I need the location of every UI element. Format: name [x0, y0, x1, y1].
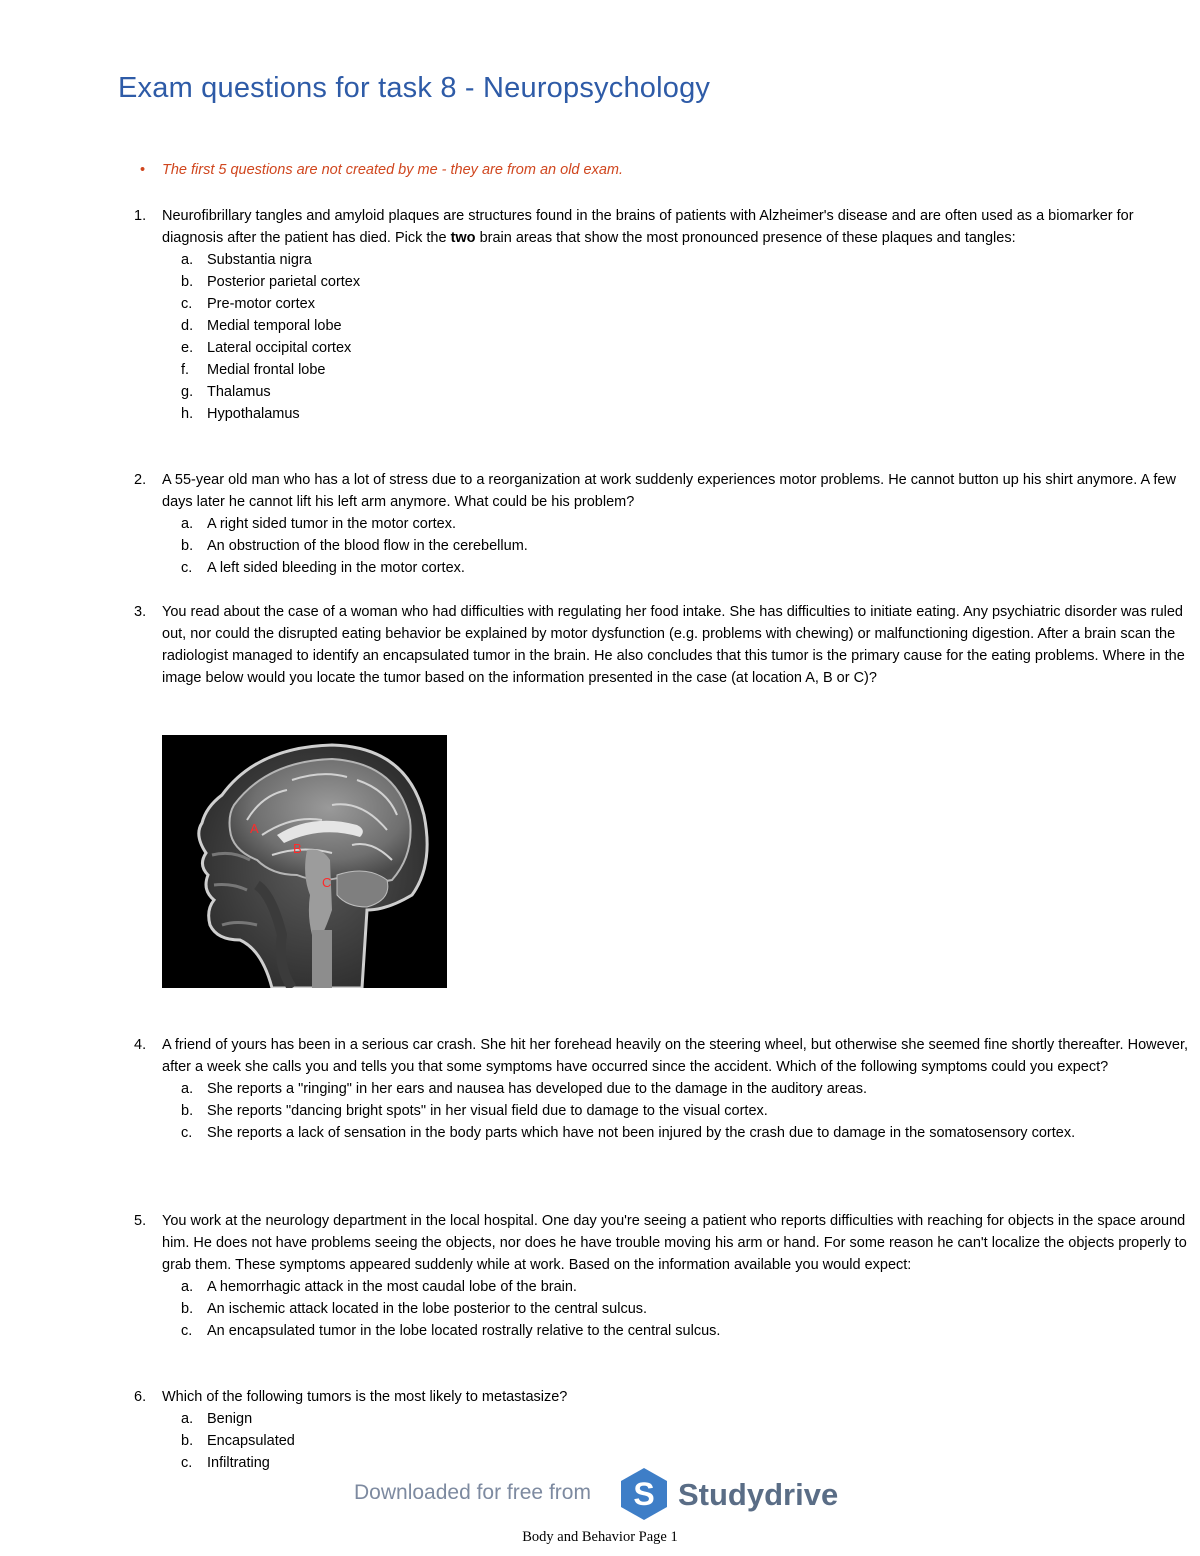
- option-list: [0, 513, 1200, 579]
- option-text: An ischemic attack located in the lobe posterior to the central sulcus.: [207, 1301, 648, 1317]
- download-text: Downloaded for free from: [354, 1481, 591, 1504]
- studydrive-brand-name: Studydrive: [678, 1477, 839, 1512]
- option-text: Encapsulated: [207, 1433, 295, 1449]
- note-text: The first 5 questions are not created by me - they are from an old exam.: [162, 162, 623, 178]
- stem-text: Neurofibrillary tangles and amyloid plaques are structures found in the brains of patients with Alzheimer's disease and are often used as a biomarker for diagnosis after the patient has died. Pick the: [162, 208, 1134, 246]
- option-text: An obstruction of the blood flow in the cerebellum.: [207, 538, 528, 554]
- option-item: [0, 359, 1167, 381]
- option-letter: e.: [181, 340, 194, 356]
- option-item: [0, 403, 1167, 425]
- option-item: [0, 293, 1167, 315]
- option-list: [0, 249, 1200, 425]
- option-item: [0, 1430, 1167, 1452]
- option-text: She reports a lack of sensation in the body parts which have not been injured by the crash due to damage in the somatosensory cortex.: [207, 1125, 1076, 1141]
- page-footer-label: Body and Behavior Page 1: [522, 1529, 678, 1545]
- question-1: [0, 205, 1200, 425]
- question-number: 5.: [134, 1213, 147, 1229]
- option-item: [0, 1408, 1167, 1430]
- option-text: Posterior parietal cortex: [207, 274, 361, 290]
- option-list: [0, 1078, 1200, 1144]
- option-text: An encapsulated tumor in the lobe located rostrally relative to the central sulcus.: [207, 1323, 721, 1339]
- option-item: [0, 271, 1167, 293]
- option-letter: f.: [181, 362, 190, 378]
- option-text: Infiltrating: [207, 1455, 270, 1471]
- option-text: A hemorrhagic attack in the most caudal lobe of the brain.: [207, 1279, 577, 1295]
- question-number: 4.: [134, 1037, 147, 1053]
- question-number: 1.: [134, 208, 147, 224]
- image-label-c: C: [322, 875, 332, 890]
- question-6: [0, 1386, 1200, 1474]
- option-item: [0, 337, 1167, 359]
- option-letter: b.: [181, 538, 194, 554]
- question-stem: You work at the neurology department in the local hospital. One day you're seeing a patient who reports difficulties with reaching for objects in the space around him. He does not have problems seeing the objects, nor does he have trouble moving his arm or hand. For some reason he can't localize the objects properly to grab them. These symptoms appeared suddenly while at work. Based on the information available you would expect:: [162, 1213, 1187, 1273]
- option-letter: g.: [181, 384, 194, 400]
- option-letter: h.: [181, 406, 194, 422]
- option-text: Substantia nigra: [207, 252, 312, 268]
- option-text: Medial frontal lobe: [207, 362, 326, 378]
- option-letter: b.: [181, 1301, 194, 1317]
- option-letter: a.: [181, 1279, 194, 1295]
- option-item: [0, 1122, 1167, 1144]
- image-label-a: A: [250, 821, 259, 836]
- studydrive-watermark[interactable]: [350, 1463, 870, 1525]
- stem-emphasis: two: [450, 230, 476, 246]
- question-stem: You read about the case of a woman who had difficulties with regulating her food intake. She has difficulties to initiate eating. Any psychiatric disorder was ruled out, nor could the disrupted eating behavior be explained by motor dysfunction (e.g. problems with chewing) or malfunctioning digestion. After a brain scan the radiologist managed to identify an encapsulated tumor in the brain. He also concludes that this tumor is the primary cause for the eating problems. Where in the image below would you locate the tumor based on the information presented in the case (at location A, B or C)?: [162, 604, 1185, 686]
- option-item: [0, 557, 1167, 579]
- option-letter: a.: [181, 1081, 194, 1097]
- option-letter: d.: [181, 318, 194, 334]
- question-5: [0, 1210, 1200, 1342]
- option-text: A left sided bleeding in the motor cortex.: [207, 560, 465, 576]
- image-label-b: B: [293, 841, 302, 856]
- stem-text: brain areas that show the most pronounced presence of these plaques and tangles:: [475, 230, 1016, 246]
- mri-brain-drawing: [162, 735, 447, 988]
- option-list: [0, 1276, 1200, 1342]
- option-text: Pre-motor cortex: [207, 296, 315, 312]
- option-letter: c.: [181, 1455, 193, 1471]
- question-number: 3.: [134, 604, 147, 620]
- option-item: [0, 1078, 1167, 1100]
- option-item: [0, 249, 1167, 271]
- option-text: Thalamus: [207, 384, 271, 400]
- bullet-icon: •: [140, 162, 146, 178]
- page-title: Exam questions for task 8 - Neuropsychology: [118, 72, 711, 104]
- question-4: [0, 1034, 1200, 1144]
- question-stem: [162, 205, 1192, 249]
- option-item: [0, 535, 1167, 557]
- option-text: Hypothalamus: [207, 406, 300, 422]
- option-letter: b.: [181, 1433, 194, 1449]
- studydrive-logo-letter: S: [633, 1476, 655, 1512]
- option-text: She reports "dancing bright spots" in her visual field due to damage to the visual cortex.: [207, 1103, 768, 1119]
- studydrive-logo-icon: [616, 1466, 672, 1522]
- option-letter: a.: [181, 516, 194, 532]
- option-item: [0, 315, 1167, 337]
- option-letter: c.: [181, 296, 193, 312]
- option-text: Benign: [207, 1411, 253, 1427]
- option-item: [0, 1100, 1167, 1122]
- question-stem: A friend of yours has been in a serious car crash. She hit her forehead heavily on the steering wheel, but otherwise she seemed fine shortly thereafter. However, after a week she calls you and tells you that some symptoms have occurred since the accident. Which of the following symptoms could you expect?: [162, 1037, 1189, 1075]
- option-text: Medial temporal lobe: [207, 318, 342, 334]
- option-letter: c.: [181, 1125, 193, 1141]
- option-item: [0, 513, 1167, 535]
- option-item: [0, 1320, 1167, 1342]
- question-number: 2.: [134, 472, 147, 488]
- option-item: [0, 1276, 1167, 1298]
- question-2: [0, 469, 1200, 579]
- note-bullet: [140, 162, 623, 178]
- option-text: A right sided tumor in the motor cortex.: [207, 516, 457, 532]
- option-letter: a.: [181, 1411, 194, 1427]
- option-item: [0, 1298, 1167, 1320]
- option-item: [0, 381, 1167, 403]
- option-letter: a.: [181, 252, 194, 268]
- option-letter: c.: [181, 560, 193, 576]
- question-stem: A 55-year old man who has a lot of stress due to a reorganization at work suddenly experiences motor problems. He cannot button up his shirt anymore. A few days later he cannot lift his left arm anymore. What could be his problem?: [162, 472, 1176, 510]
- option-letter: b.: [181, 1103, 194, 1119]
- option-letter: b.: [181, 274, 194, 290]
- question-3: [0, 601, 1200, 689]
- option-letter: c.: [181, 1323, 193, 1339]
- question-stem: Which of the following tumors is the most likely to metastasize?: [162, 1389, 568, 1405]
- mri-sagittal-image: [162, 735, 447, 988]
- option-text: She reports a "ringing" in her ears and nausea has developed due to the damage in the auditory areas.: [207, 1081, 868, 1097]
- question-number: 6.: [134, 1389, 147, 1405]
- option-text: Lateral occipital cortex: [207, 340, 352, 356]
